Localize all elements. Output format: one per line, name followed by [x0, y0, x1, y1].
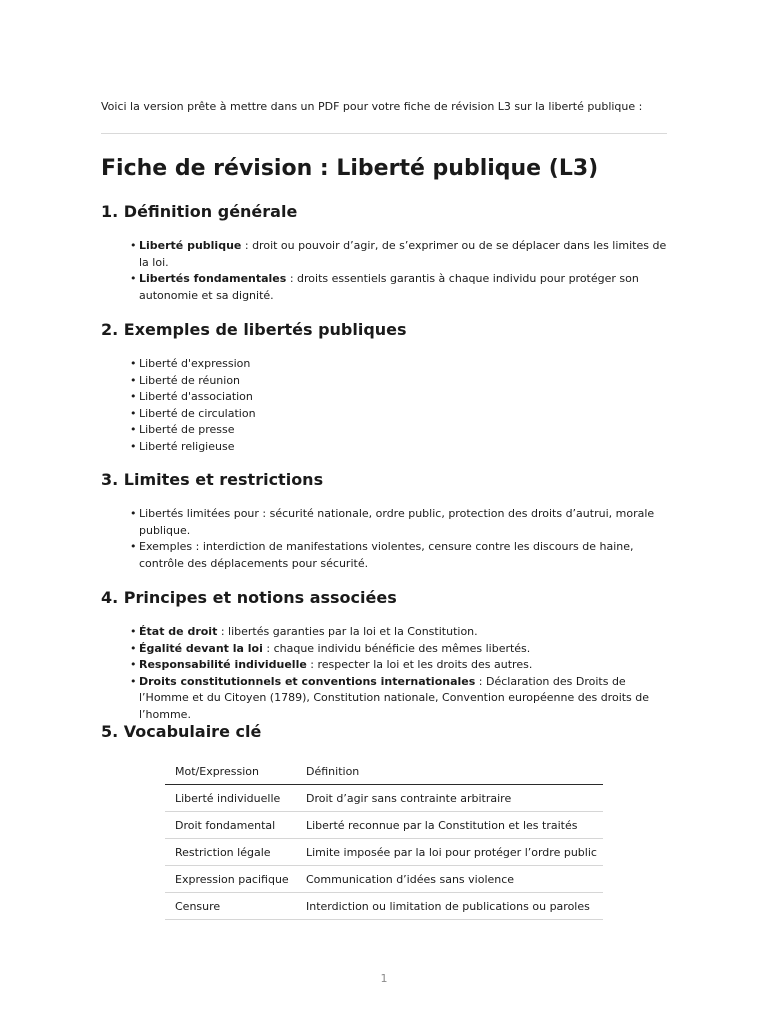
definition-text: : chaque individu bénéficie des mêmes libertés.	[262, 641, 531, 655]
term: Responsabilité individuelle	[139, 658, 307, 671]
table-row	[165, 812, 603, 839]
bullet-list	[101, 238, 667, 304]
definition-text: : libertés garanties par la loi et la Constitution.	[217, 625, 478, 638]
document-page	[101, 0, 667, 1024]
section-heading: 1. Définition générale	[101, 202, 298, 221]
list-item	[130, 674, 667, 724]
column-header: Mot/Expression	[165, 758, 296, 785]
list-item	[130, 271, 667, 304]
table-cell: Droit d’agir sans contrainte arbitraire	[296, 785, 603, 812]
table-cell: Restriction légale	[165, 839, 296, 866]
term: Liberté publique	[139, 239, 242, 252]
section-definition	[101, 201, 667, 304]
table-row	[165, 866, 603, 893]
section-examples	[101, 319, 667, 455]
table-cell: Interdiction ou limitation de publications ou paroles	[296, 893, 603, 920]
table-header-row	[165, 758, 603, 785]
section-heading: 5. Vocabulaire clé	[101, 722, 262, 741]
section-limits	[101, 469, 667, 572]
vocabulary-table	[165, 758, 603, 920]
table-row	[165, 839, 603, 866]
list-item: • Liberté de réunion	[130, 373, 667, 390]
bullet-list	[101, 624, 667, 723]
table-row	[165, 893, 603, 920]
horizontal-divider	[101, 133, 667, 134]
section-heading: 3. Limites et restrictions	[101, 470, 324, 489]
page-title: Fiche de révision : Liberté publique (L3)	[101, 156, 599, 181]
page-number: 1	[380, 972, 388, 985]
list-item	[130, 624, 667, 641]
list-item	[130, 641, 667, 658]
table-cell: Communication d’idées sans violence	[296, 866, 603, 893]
term: Égalité devant la loi	[139, 641, 263, 655]
section-principles	[101, 587, 667, 723]
table-cell: Limite imposée par la loi pour protéger l’ordre public	[296, 839, 603, 866]
section-heading: 4. Principes et notions associées	[101, 588, 397, 607]
section-vocabulary	[101, 721, 667, 743]
table-cell: Liberté reconnue par la Constitution et les traités	[296, 812, 603, 839]
column-header: Définition	[296, 758, 603, 785]
term: État de droit	[139, 625, 218, 638]
definition-text: : Déclaration des Droits de l’Homme et du Citoyen (1789), Constitution nationale, Convention européenne des droits de l’homme.	[139, 674, 650, 721]
list-item: • Liberté d'association	[130, 389, 667, 406]
table-cell: Expression pacifique	[165, 866, 296, 893]
list-item: • Libertés limitées pour : sécurité nationale, ordre public, protection des droits d’autrui, morale publique.	[130, 506, 667, 539]
term: Droits constitutionnels et conventions internationales	[139, 674, 476, 688]
bullet-list	[101, 506, 667, 572]
list-item: • Liberté de circulation	[130, 406, 667, 423]
list-item	[130, 238, 667, 271]
intro-text: Voici la version prête à mettre dans un PDF pour votre fiche de révision L3 sur la liberté publique :	[101, 100, 643, 113]
table-row	[165, 785, 603, 812]
section-heading: 2. Exemples de libertés publiques	[101, 320, 407, 339]
definition-text: : droits essentiels garantis à chaque individu pour protéger son autonomie et sa dignité.	[139, 272, 639, 302]
list-item: • Liberté religieuse	[130, 439, 667, 456]
definition-text: : droit ou pouvoir d’agir, de s’exprimer ou de se déplacer dans les limites de la loi.	[139, 239, 667, 269]
definition-text: : respecter la loi et les droits des autres.	[306, 658, 533, 671]
list-item: • Exemples : interdiction de manifestations violentes, censure contre les discours de haine, contrôle des déplacements pour sécurité.	[130, 539, 667, 572]
table-cell: Liberté individuelle	[165, 785, 296, 812]
table-cell: Censure	[165, 893, 296, 920]
list-item: • Liberté de presse	[130, 422, 667, 439]
term: Libertés fondamentales	[139, 272, 287, 285]
list-item	[130, 657, 667, 674]
bullet-list	[101, 356, 667, 455]
table-cell: Droit fondamental	[165, 812, 296, 839]
list-item: • Liberté d'expression	[130, 356, 667, 373]
